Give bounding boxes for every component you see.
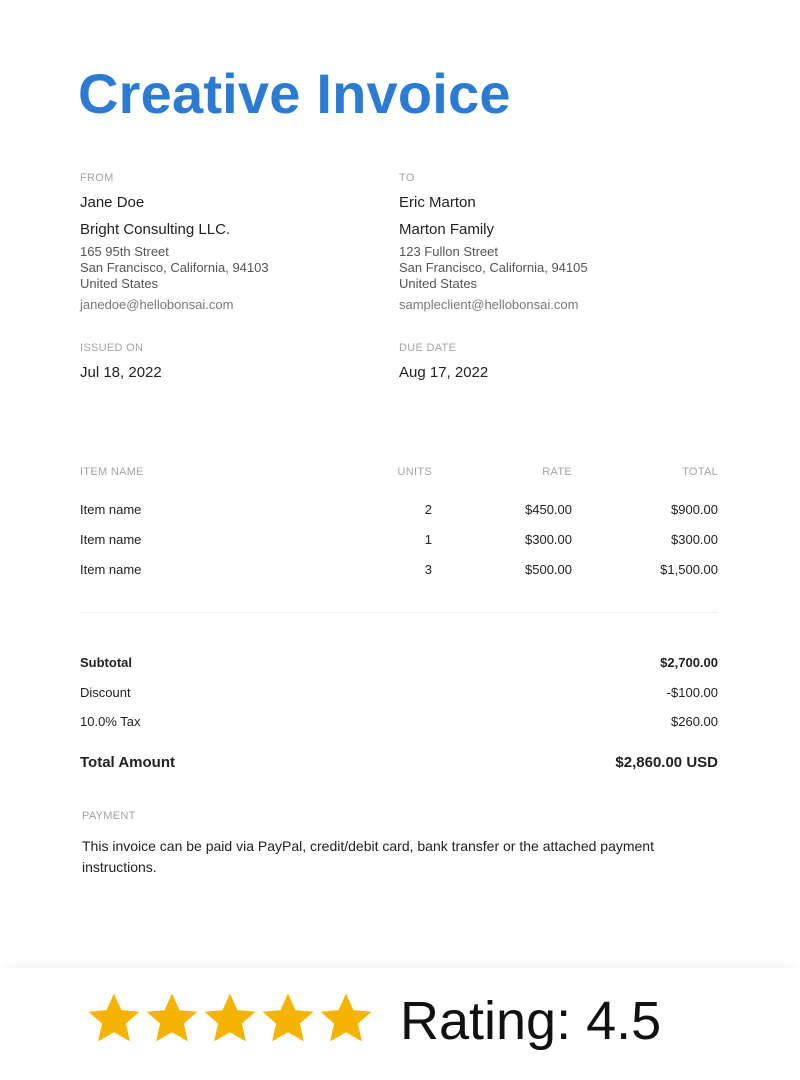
header-units: UNITS [397, 466, 432, 478]
to-company: Marton Family [399, 221, 495, 238]
due-section [399, 342, 699, 381]
to-section [399, 172, 699, 312]
item-name: Item name [80, 501, 142, 517]
total-value: $2,860.00 USD [615, 754, 718, 771]
item-name: Item name [80, 561, 142, 577]
to-name: Eric Marton [399, 194, 476, 211]
table-row [80, 494, 718, 524]
from-name: Jane Doe [80, 194, 145, 211]
tax-label: 10.0% Tax [80, 714, 141, 729]
item-rate: $300.00 [525, 531, 572, 547]
to-street: 123 Fullon Street [399, 244, 499, 259]
payment-text: This invoice can be paid via PayPal, credit/debit card, bank transfer or the attached payment instructions. [82, 838, 654, 875]
star-icon [202, 990, 258, 1046]
issued-date: Jul 18, 2022 [80, 364, 162, 381]
from-email: janedoe@hellobonsai.com [80, 297, 234, 312]
table-row [80, 554, 718, 584]
item-total: $900.00 [671, 501, 718, 517]
subtotal-value: $2,700.00 [660, 655, 718, 670]
table-row [80, 524, 718, 554]
from-company: Bright Consulting LLC. [80, 221, 231, 238]
item-rate: $450.00 [525, 501, 572, 517]
star-rating [86, 990, 374, 1046]
items-table [80, 466, 718, 584]
item-total: $1,500.00 [660, 561, 718, 577]
discount-label: Discount [80, 685, 131, 700]
subtotal-label: Subtotal [80, 655, 132, 670]
item-units: 2 [424, 501, 432, 517]
discount-row [80, 685, 718, 700]
tax-value: $260.00 [671, 714, 718, 729]
rating-text: Rating: 4.5 [400, 991, 662, 1051]
total-row [80, 754, 718, 771]
from-country: United States [80, 276, 159, 291]
from-street: 165 95th Street [80, 244, 169, 259]
from-label: FROM [80, 172, 114, 184]
header-rate: RATE [542, 466, 572, 478]
subtotal-row [80, 655, 718, 670]
due-date: Aug 17, 2022 [399, 364, 489, 381]
item-units: 3 [424, 561, 432, 577]
invoice-title: Creative Invoice [78, 62, 511, 125]
tax-row [80, 714, 718, 729]
from-city: San Francisco, California, 94103 [80, 260, 269, 275]
star-icon [86, 990, 142, 1046]
to-email: sampleclient@hellobonsai.com [399, 297, 579, 312]
to-city: San Francisco, California, 94105 [399, 260, 588, 275]
total-label: Total Amount [80, 754, 175, 771]
item-units: 1 [424, 531, 432, 547]
item-total: $300.00 [671, 531, 718, 547]
items-header-row [80, 466, 718, 494]
discount-value: -$100.00 [666, 685, 718, 700]
item-rate: $500.00 [525, 561, 572, 577]
issued-label: ISSUED ON [80, 342, 144, 354]
header-total: TOTAL [682, 466, 718, 478]
to-label: TO [399, 172, 415, 184]
items-divider [80, 612, 718, 613]
due-label: DUE DATE [399, 342, 457, 354]
star-icon [144, 990, 200, 1046]
to-country: United States [399, 276, 478, 291]
star-icon [260, 990, 316, 1046]
star-icon [318, 990, 374, 1046]
from-section [80, 172, 380, 312]
payment-label: PAYMENT [82, 810, 136, 822]
item-name: Item name [80, 531, 142, 547]
issued-section [80, 342, 380, 381]
header-item-name: ITEM NAME [80, 466, 144, 478]
